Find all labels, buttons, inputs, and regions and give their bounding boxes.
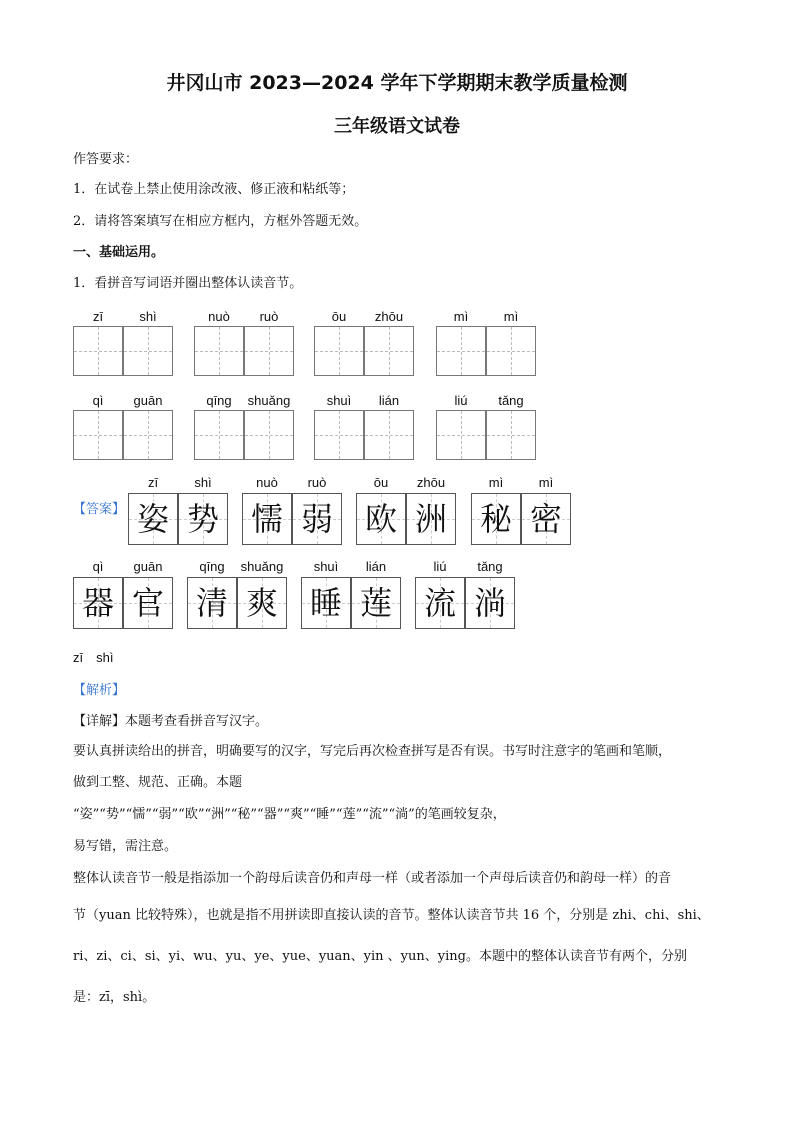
analysis-line: 要认真拼读给出的拼音，明确要写的汉字，写完后再次检查拼写是否有误。书写时注意字的笔画和笔顺， xyxy=(73,744,672,759)
answer-char-box xyxy=(242,493,292,545)
answer-pinyin: qì xyxy=(92,559,104,574)
pinyin-label: zī xyxy=(92,309,104,324)
question-text: 1．看拼音写词语并圈出整体认读音节。 xyxy=(73,276,303,291)
pinyin-label: mì xyxy=(503,309,519,324)
answer-char: 器 xyxy=(81,584,114,622)
analysis-line: “姿”“势”“懦”“弱”“欧”“洲”“秘”“器”“爽”“睡”“莲”“流”“淌”的笔画较复杂， xyxy=(73,807,506,822)
analysis-line: 节（yuan 比较特殊），也就是指不用拼读即直接认读的音节。整体认读音节共 16 个，分别是 zhi、chi、shi、 xyxy=(73,908,710,923)
answer-pinyin: shuǎng xyxy=(240,559,284,574)
answer-char: 姿 xyxy=(136,500,169,538)
answer-pinyin: tǎng xyxy=(477,559,503,574)
writing-box[interactable] xyxy=(123,410,173,460)
answer-pinyin: qīng xyxy=(199,559,225,574)
analysis-line: 是：zī，shì。 xyxy=(73,990,156,1005)
pinyin-label: zhōu xyxy=(374,309,404,324)
answer-char: 睡 xyxy=(309,584,342,622)
pinyin-label: mì xyxy=(453,309,469,324)
answer-char: 官 xyxy=(131,584,164,622)
answer-char: 秘 xyxy=(479,500,512,538)
writing-box[interactable] xyxy=(244,410,294,460)
analysis-line: 易写错，需注意。 xyxy=(73,839,178,854)
pinyin-label: shì xyxy=(139,309,157,324)
page-subtitle: 三年级语文试卷 xyxy=(334,116,460,137)
writing-box[interactable] xyxy=(244,326,294,376)
answer-char-box xyxy=(406,493,456,545)
answer-char-box xyxy=(471,493,521,545)
writing-box[interactable] xyxy=(314,326,364,376)
answer-char-box xyxy=(292,493,342,545)
answer-pinyin: shì xyxy=(194,475,212,490)
answer-char: 密 xyxy=(529,500,562,538)
answer-char-box xyxy=(187,577,237,629)
answer-char: 势 xyxy=(186,500,219,538)
answer-char-box xyxy=(356,493,406,545)
answer-char: 洲 xyxy=(414,500,447,538)
answer-pinyin: zī xyxy=(147,475,159,490)
pinyin-label: tǎng xyxy=(498,393,524,408)
analysis-line: ri、zi、ci、si、yi、wu、yu、ye、yue、yuan、yin 、yun、ying。本题中的整体认读音节有两个，分别 xyxy=(73,949,687,964)
answer-char-box xyxy=(128,493,178,545)
pinyin-label: lián xyxy=(378,393,400,408)
answer-char: 淌 xyxy=(473,584,506,622)
answer-pinyin: zhōu xyxy=(416,475,446,490)
instructions-heading: 作答要求： xyxy=(73,152,139,167)
answer-char: 莲 xyxy=(359,584,392,622)
answer-pinyin: nuò xyxy=(256,475,278,490)
writing-box[interactable] xyxy=(486,326,536,376)
answer-pinyin: lián xyxy=(365,559,387,574)
writing-box[interactable] xyxy=(73,410,123,460)
answer-char: 弱 xyxy=(300,500,333,538)
instruction-item: 1．在试卷上禁止使用涂改液、修正液和粘纸等； xyxy=(73,182,355,197)
writing-box[interactable] xyxy=(364,326,414,376)
writing-box[interactable] xyxy=(436,326,486,376)
pinyin-label: shuǎng xyxy=(247,393,291,408)
detail-label: 【详解】本题考查看拼音写汉字。 xyxy=(73,714,269,729)
writing-box[interactable] xyxy=(73,326,123,376)
answer-char-box xyxy=(415,577,465,629)
section-heading: 一、基础运用。 xyxy=(73,245,165,260)
answer-char-box xyxy=(351,577,401,629)
pinyin-label: shuì xyxy=(326,393,352,408)
answer-pinyin: guān xyxy=(133,559,163,574)
answer-char: 欧 xyxy=(364,500,397,538)
writing-box[interactable] xyxy=(436,410,486,460)
pinyin-label: ruò xyxy=(259,309,279,324)
answer-char-box xyxy=(123,577,173,629)
pinyin-label: liú xyxy=(454,393,468,408)
answer-char: 流 xyxy=(423,584,456,622)
answer-char-box xyxy=(73,577,123,629)
writing-box[interactable] xyxy=(194,410,244,460)
writing-box[interactable] xyxy=(364,410,414,460)
circled-syllables: zī shì xyxy=(73,650,114,665)
analysis-label: 【解析】 xyxy=(73,683,126,698)
answer-pinyin: mì xyxy=(488,475,504,490)
answer-char-box xyxy=(465,577,515,629)
page-title: 井冈山市 2023—2024 学年下学期期末教学质量检测 xyxy=(166,72,628,94)
answer-char-box xyxy=(521,493,571,545)
pinyin-label: qì xyxy=(92,393,104,408)
answer-char: 清 xyxy=(195,584,228,622)
answer-label: 【答案】 xyxy=(73,502,126,517)
pinyin-label: nuò xyxy=(208,309,230,324)
answer-pinyin: ruò xyxy=(307,475,327,490)
answer-pinyin: liú xyxy=(433,559,447,574)
answer-char: 懦 xyxy=(250,500,283,538)
answer-char-box xyxy=(178,493,228,545)
answer-pinyin: shuì xyxy=(313,559,339,574)
pinyin-label: ōu xyxy=(331,309,347,324)
answer-pinyin: ōu xyxy=(373,475,389,490)
answer-pinyin: mì xyxy=(538,475,554,490)
answer-char-box xyxy=(301,577,351,629)
analysis-line: 做到工整、规范、正确。本题 xyxy=(73,775,243,790)
answer-char-box xyxy=(237,577,287,629)
pinyin-label: guān xyxy=(133,393,163,408)
writing-box[interactable] xyxy=(314,410,364,460)
analysis-line: 整体认读音节一般是指添加一个韵母后读音仍和声母一样（或者添加一个声母后读音仍和韵母一样）的音 xyxy=(73,871,672,886)
answer-char: 爽 xyxy=(245,584,278,622)
instruction-item: 2．请将答案填写在相应方框内，方框外答题无效。 xyxy=(73,214,368,229)
pinyin-label: qīng xyxy=(206,393,232,408)
writing-box[interactable] xyxy=(123,326,173,376)
writing-box[interactable] xyxy=(486,410,536,460)
writing-box[interactable] xyxy=(194,326,244,376)
